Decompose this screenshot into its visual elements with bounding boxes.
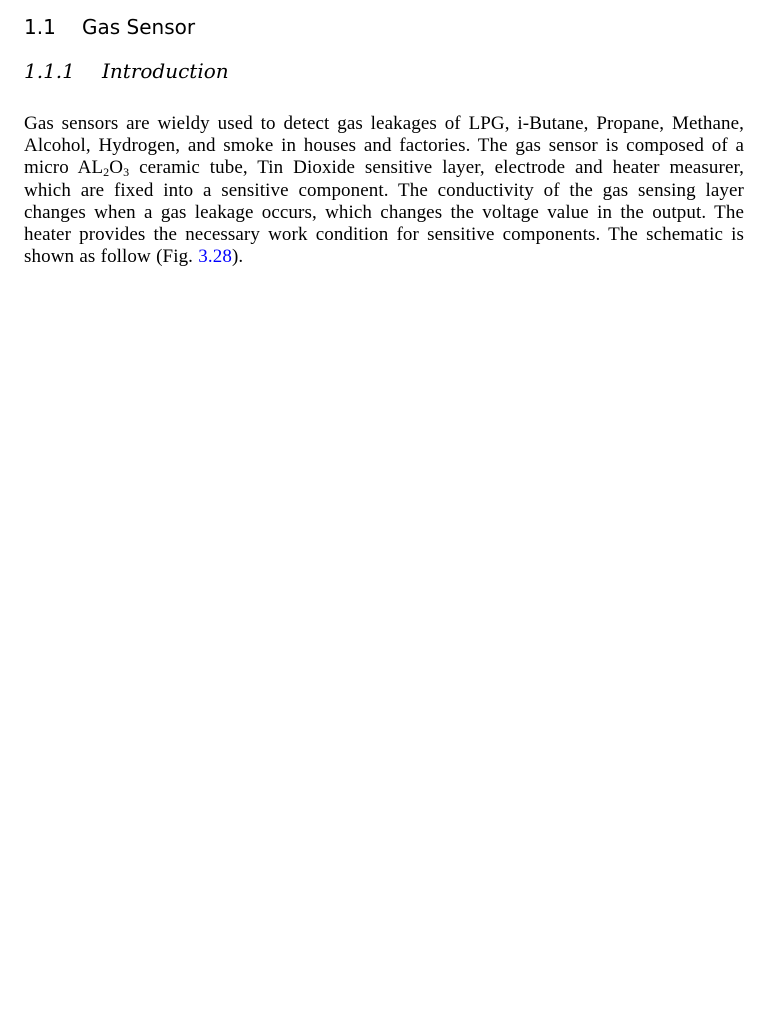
intro-paragraph — [24, 113, 744, 268]
paragraph-text-2: O — [109, 157, 124, 179]
subsection-title: Introduction — [102, 59, 229, 83]
subscript-3: 3 — [123, 165, 130, 180]
section-heading — [24, 14, 195, 40]
section-number: 1.1 — [24, 15, 56, 39]
subscript-2: 2 — [103, 165, 110, 180]
paragraph-text-4: ). — [231, 246, 244, 268]
subsection-number: 1.1.1 — [24, 59, 75, 83]
section-title: Gas Sensor — [82, 15, 196, 39]
subsection-heading — [24, 58, 229, 84]
paragraph-text-3: ceramic tube, Tin Dioxide sensitive layer, electrode and heater measurer, which are fixed into a sensitive component. The conductivity of the gas sensing layer changes when a gas leakage occurs, which changes the voltage value in the output. The heater provides the necessary work condition for sensitive components. The schematic is shown as follow (Fig. — [24, 157, 744, 268]
paragraph-text-1: Gas sensors are wieldy used to detect gas leakages of LPG, i-Butane, Propane, Methane, Alcohol, Hydrogen, and smoke in houses and factories. The gas sensor is composed of a micro AL — [24, 113, 744, 179]
figure-reference-link[interactable]: 3.28 — [198, 246, 232, 268]
